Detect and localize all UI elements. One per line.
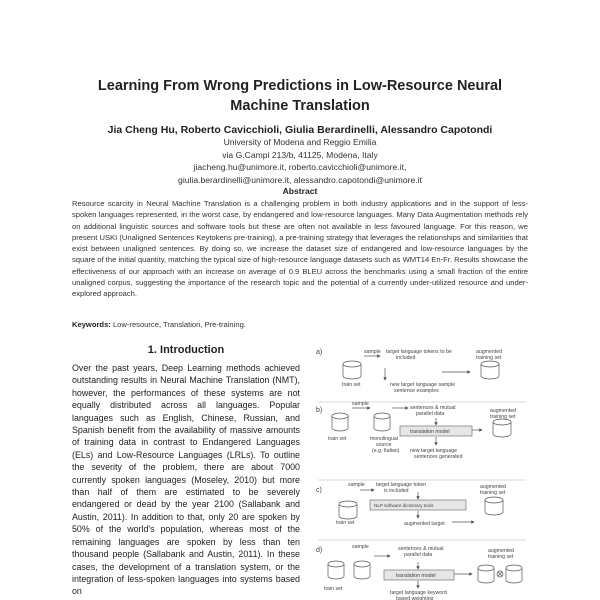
panel-b-source-label: train set	[328, 436, 347, 442]
section-heading: 1. Introduction	[147, 344, 225, 356]
panel-a-note2: new target language sample sentence examples	[390, 382, 456, 394]
panel-d-note2: target language keyword based weighting	[390, 590, 447, 600]
paper-title	[60, 76, 540, 116]
panel-b-aux-label: monolingual source (e.g. Italian)	[370, 436, 400, 454]
panel-c-sample-note: sample	[348, 482, 365, 488]
panel-d-output-label: augmented training set	[488, 548, 514, 560]
panel-c-label: c)	[316, 487, 322, 494]
paper-title-line1: Learning From Wrong Predictions in Low-Resource Neural	[97, 78, 503, 94]
panel-b-output-note: new target language sentences generated	[410, 448, 463, 460]
panel-b-sentence-note: sentences & mutual parallel data	[410, 405, 456, 417]
panel-c-source-label: train set	[336, 520, 355, 526]
panel-c-output-label: augmented training set	[480, 484, 506, 496]
panel-d-note1: sentences & mutual parallel data	[398, 546, 444, 558]
keywords-value: Low-resource, Translation, Pre-training.	[112, 320, 246, 329]
email-line: giulia.berardinelli@unimore.it, alessandro.capotondi@unimore.it	[178, 174, 422, 185]
author-list: Jia Cheng Hu, Roberto Cavicchioli, Giulia Berardinelli, Alessandro Capotondi	[107, 124, 493, 136]
affiliation-block	[60, 136, 540, 186]
panel-c-tool-box: NLP software dictionary tools	[374, 503, 434, 508]
panel-b-output-label: augmented training set	[490, 408, 516, 420]
panel-b-label: b)	[316, 407, 323, 414]
panel-a-output-label: augmented training set	[476, 349, 502, 361]
panel-c-note2: augmented target	[404, 521, 445, 527]
method-comparison-figure	[312, 342, 532, 600]
panel-a-note1: target language tokens to be included	[386, 349, 452, 361]
panel-d-sample-note: sample	[352, 544, 369, 550]
abstract-text: Resource scarcity in Neural Machine Translation is a challenging problem in both industry applications and in the support of less-spoken languages represented, in the worst case, by endangered and low-resource languages. Many Data Augmentation methods rely on additional linguistic sources and software tools but these are often not available in less favoured language. For this reason, we present USKI (Unaligned Sentences Keytokens pre-training), a pre-training strategy that leverages the relationships and similarities that exist between unaligned sentences. By doing so, we increase the dataset size of endangered and low-resource languages by the square of the initial quantity, matching the typical size of high-resource language datasets such as WMT14 En-Fr. Results showcase the effectiveness of our approach with an increase on average of 0.9 BLEU across the benchmarks using a small fraction of the entire unaligned corpus, suggesting the importance of the research topic and the potential of a currently under-utilized resource and under-explored approach.	[72, 199, 528, 299]
affiliation-line: via G.Campi 213/b, 41125, Modena, Italy	[222, 149, 378, 160]
panel-d-label: d)	[316, 547, 323, 554]
introduction-text: Over the past years, Deep Learning methods achieved outstanding results in Neural Machine Translation (NMT), however, the performances of these systems are not equally distributed across all languages. Popular languages such as English, Chinese, Russian, and Spanish benefit from the availability of massive amounts of training data in contrast to Endangered Languages (ELs) and Low-Resource Languages (LRLs). To outline the severity of the problem, there are about 7000 currently spoken languages (Moseley, 2010) but more than half of them are estimated to be severely endangered or dead by the year 2100 (Sallabank and Austin, 2011). In addition to that, only 20 are spoken by 50% of the world's population, whereas most of the remaining languages are spoken by less than ten thousand people (Sallabank and Austin, 2011). In these cases, the development of a translation system, or the integration of less-spoken languages into systems based on	[72, 363, 300, 597]
panel-d-model-box: translation model	[396, 573, 436, 579]
panel-a-label: a)	[316, 349, 323, 356]
panel-b-sample-note: sample	[352, 401, 369, 407]
email-line: jiacheng.hu@unimore.it, roberto.cavicchioli@unimore.it,	[193, 162, 407, 172]
keywords-line	[72, 320, 528, 329]
paper-title-line2: Machine Translation	[230, 98, 370, 114]
panel-a-source-label: train set	[342, 382, 361, 388]
panel-d-source-label: train set	[324, 586, 343, 592]
abstract-heading: Abstract	[282, 186, 318, 196]
panel-c-note1: target language token is included	[376, 482, 427, 494]
keywords-label: Keywords:	[72, 320, 111, 329]
affiliation-line: University of Modena and Reggio Emilia	[223, 137, 377, 147]
figure-svg	[312, 342, 532, 600]
panel-b-model-box: translation model	[410, 429, 450, 435]
panel-a-sample-note: sample	[364, 349, 381, 355]
